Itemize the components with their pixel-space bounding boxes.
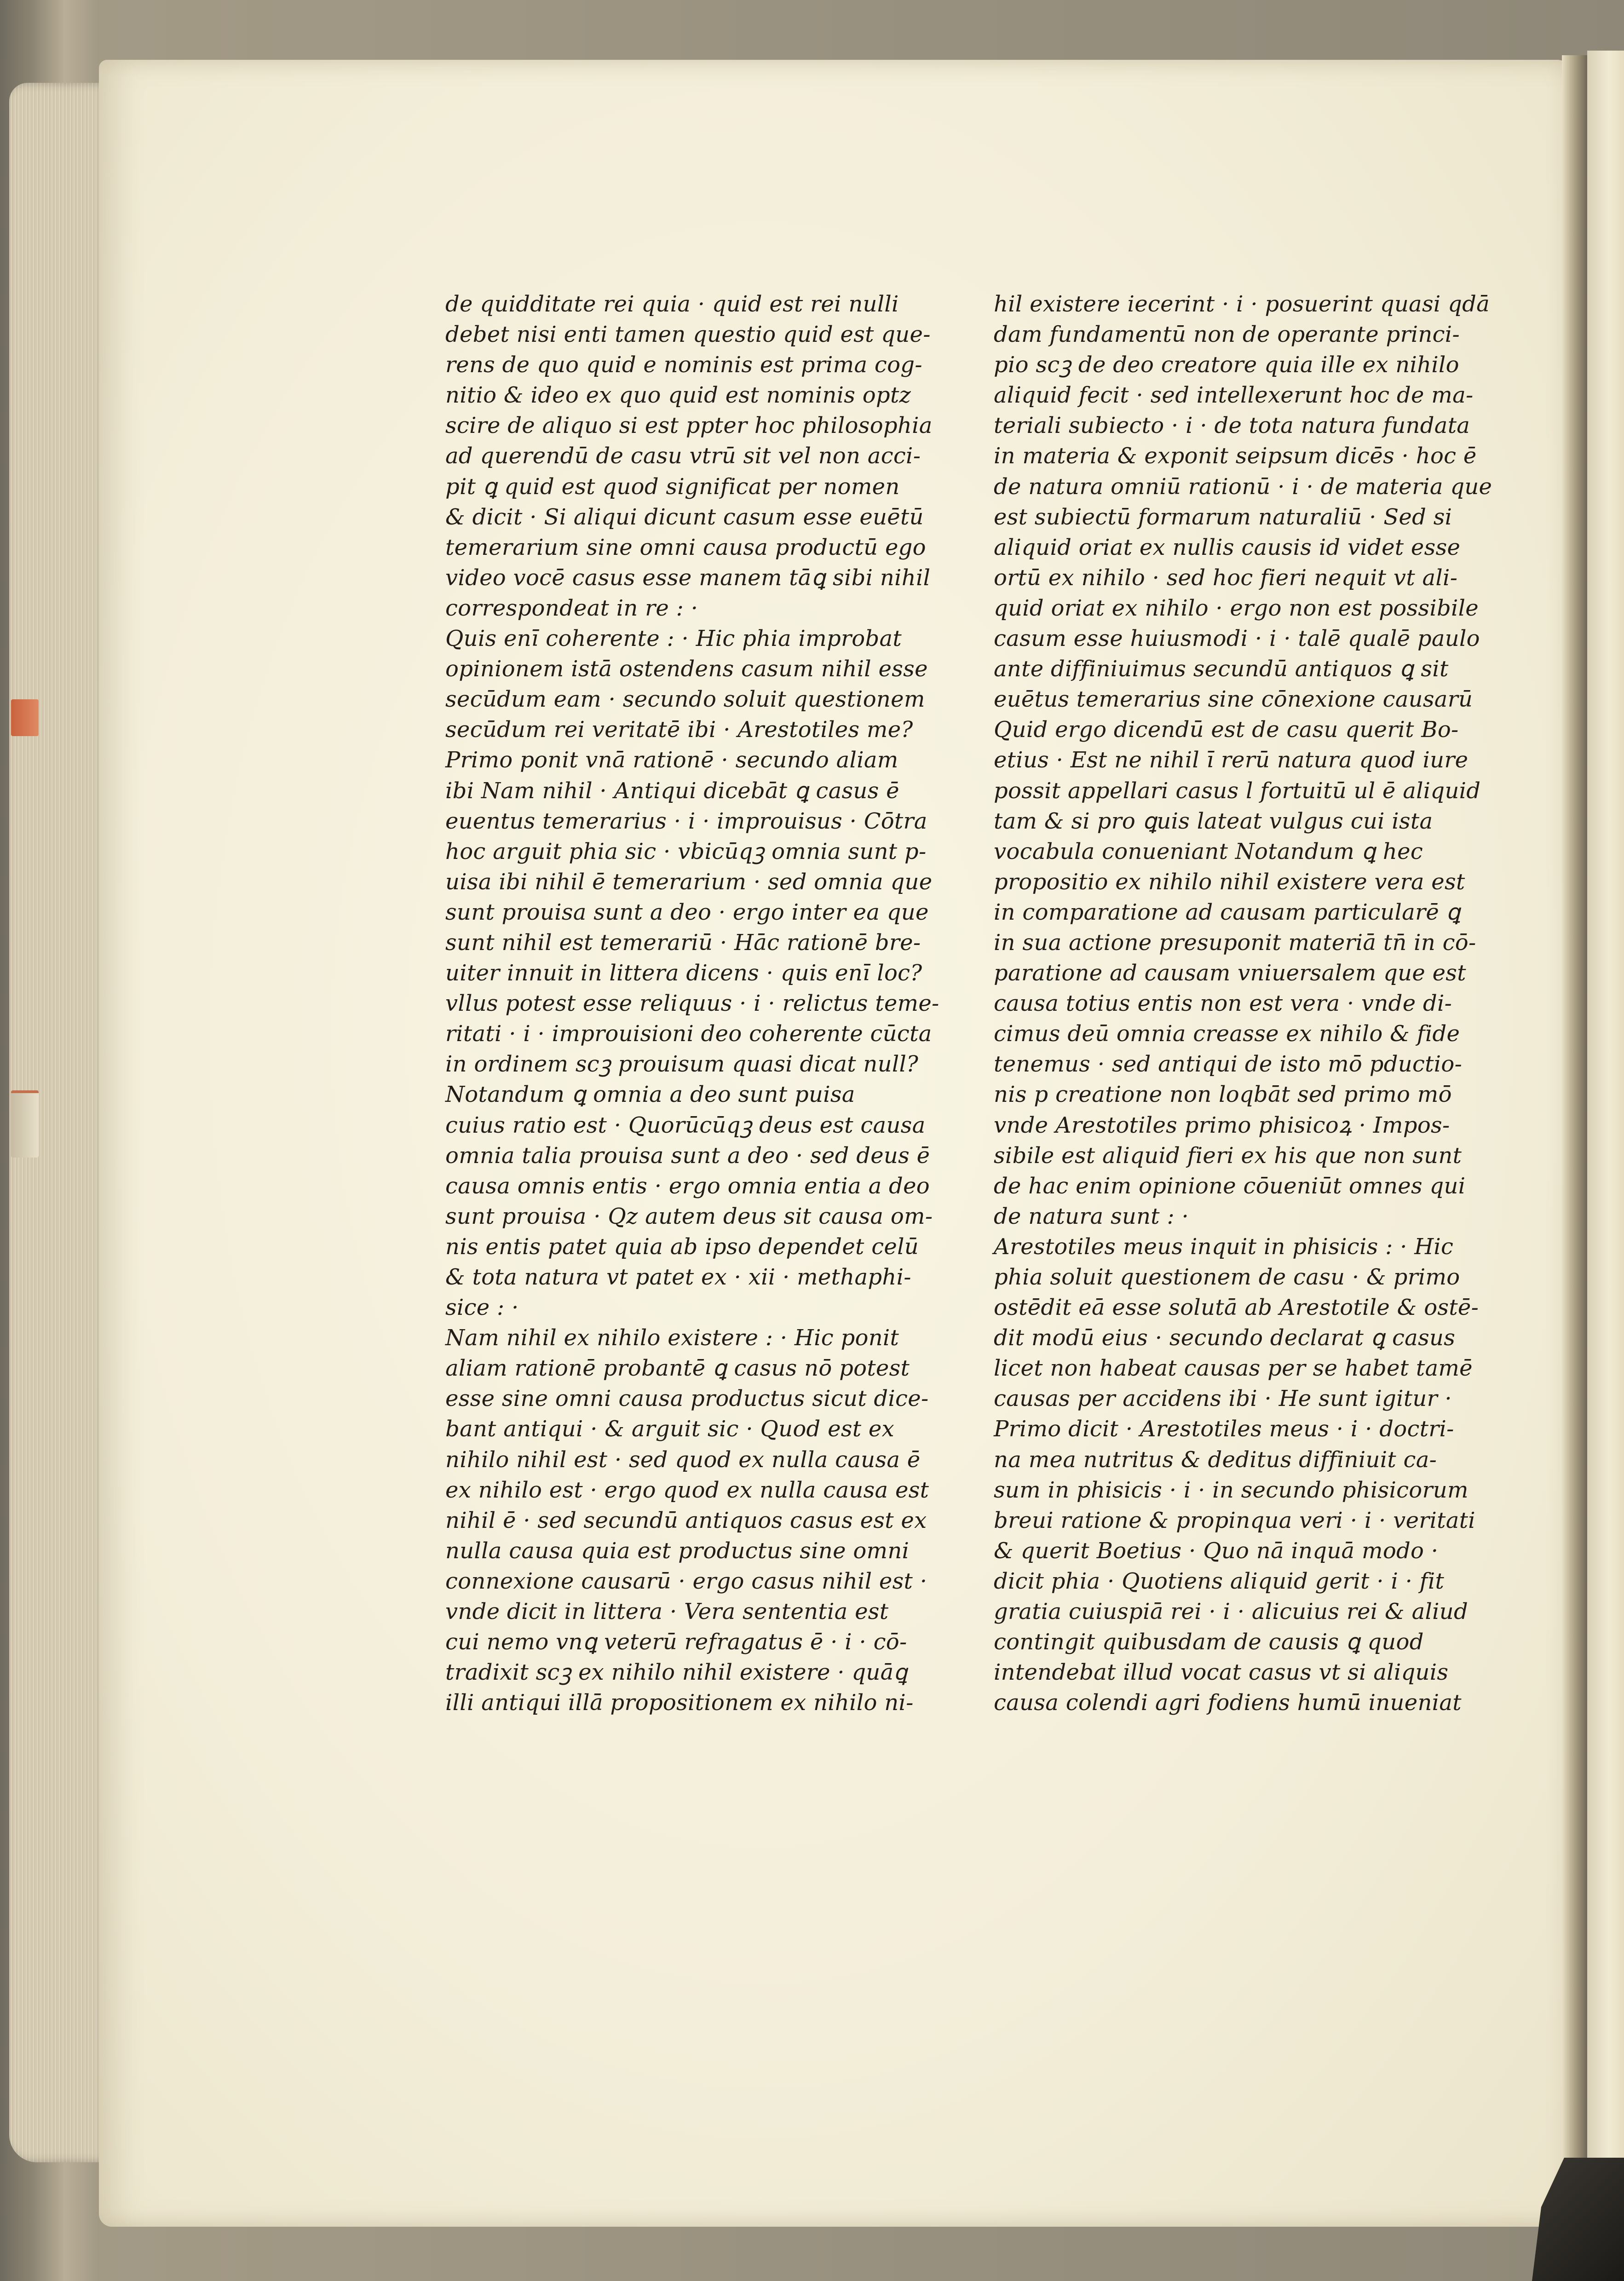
right-column-line: tenemus · sed antiqui de isto mō pductio-: [994, 1051, 1463, 1077]
left-column-line: ex nihilo est · ergo quod ex nulla causa est: [445, 1477, 929, 1503]
right-column-line: est subiectū formarum naturaliū · Sed si: [994, 504, 1452, 530]
right-column-line: quid oriat ex nihilo · ergo non est possibile: [994, 595, 1479, 621]
right-column-line: aliquid fecit · sed intellexerunt hoc de ma-: [994, 382, 1474, 409]
left-column-line: correspondeat in re : ·: [445, 595, 698, 621]
left-column-line: video vocē casus esse manem tāꝗ sibi nihil: [445, 564, 931, 591]
left-column-line: bant antiqui · & arguit sic · Quod est ex: [445, 1416, 894, 1442]
right-column-line: ortū ex nihilo · sed hoc fieri nequit vt ali-: [994, 564, 1458, 591]
right-column-line: ostēdit eā esse solutā ab Arestotile & ostē-: [994, 1295, 1479, 1321]
right-column-line: gratia cuiuspiā rei · i · alicuius rei & aliud: [994, 1599, 1469, 1625]
right-column-line: causa colendi agri fodiens humū inueniat: [994, 1690, 1462, 1716]
right-column-line: sum in phisicis · i · in secundo phisicorum: [994, 1477, 1469, 1503]
right-column-line: cimus deū omnia creasse ex nihilo & fide: [994, 1021, 1460, 1047]
left-column-line: temerarium sine omni causa productū ego: [445, 534, 926, 560]
left-column-line: sice : ·: [445, 1295, 519, 1321]
left-column-line: uiter innuit in littera dicens · quis enī loc?: [445, 960, 922, 986]
right-column-line: vocabula conueniant Notandum ꝗ hec: [994, 838, 1423, 864]
left-column-line: vllus potest esse reliquus · i · relictus teme-: [445, 991, 939, 1017]
left-column-line: sunt prouisa sunt a deo · ergo inter ea que: [445, 899, 929, 925]
left-column-line: opinionem istā ostendens casum nihil esse: [445, 656, 928, 682]
left-column-line: nihilo nihil est · sed quod ex nulla causa ē: [445, 1446, 921, 1473]
right-column-line: dam fundamentū non de operante princi-: [994, 322, 1460, 348]
right-column-line: in comparatione ad causam particularē ꝗ: [994, 899, 1461, 925]
gutter-shadow: [1562, 55, 1587, 2227]
right-column-line: contingit quibusdam de causis ꝗ quod: [994, 1629, 1424, 1655]
left-column-line: debet nisi enti tamen questio quid est que-: [445, 322, 931, 348]
right-column-line: paratione ad causam vniuersalem que est: [994, 960, 1466, 986]
left-column-line: ad querendū de casu vtrū sit vel non acci-: [445, 443, 921, 469]
left-column-line: ritati · i · improuisioni deo coherente cūcta: [445, 1021, 932, 1047]
right-column-line: euētus temerarius sine cōnexione causarū: [994, 686, 1473, 713]
right-column-line: Arestotiles meus inquit in phisicis : · Hic: [994, 1233, 1454, 1260]
left-column-line: nulla causa quia est productus sine omni: [445, 1538, 910, 1564]
right-column-line: in sua actione presuponit materiā tn̄ in cō-: [994, 929, 1476, 956]
right-column-line: de natura omniū rationū · i · de materia que: [994, 473, 1492, 500]
left-column-line: cuius ratio est · Quorūcūqꝫ deus est causa: [445, 1112, 926, 1138]
right-column-line: tam & si pro ꝗuis lateat vulgus cui ista: [994, 808, 1433, 834]
pale-page-tab: [11, 1090, 39, 1158]
right-column-line: vnde Arestotiles primo phisicoꝝ · Impos-: [994, 1112, 1450, 1138]
red-page-tab: [11, 699, 39, 736]
left-column-line: Notandum ꝗ omnia a deo sunt puisa: [445, 1082, 855, 1108]
left-column-line: pit ꝗ quid est quod significat per nomen: [445, 473, 900, 500]
right-column-line: teriali subiecto · i · de tota natura fundata: [994, 413, 1470, 439]
right-column-line: sibile est aliquid fieri ex his que non sunt: [994, 1142, 1462, 1169]
right-column-line: in materia & exponit seipsum dicēs · hoc ē: [994, 443, 1477, 469]
left-column-line: in ordinem scꝫ prouisum quasi dicat null?: [445, 1051, 919, 1077]
right-column-line: de natura sunt : ·: [994, 1203, 1189, 1229]
right-column-line: propositio ex nihilo nihil existere vera est: [994, 869, 1465, 895]
left-column-line: de quidditate rei quia · quid est rei nulli: [445, 291, 899, 317]
left-column-line: aliam rationē probantē ꝗ casus nō potest: [445, 1355, 910, 1382]
right-column-line: aliquid oriat ex nullis causis id videt esse: [994, 534, 1461, 560]
left-text-column: [445, 289, 939, 1718]
right-column-line: causas per accidens ibi · He sunt igitur ·: [994, 1386, 1452, 1412]
left-column-line: hoc arguit phia sic · vbicūqꝫ omnia sunt p-: [445, 838, 927, 864]
right-column-line: ante diffiniuimus secundū antiquos ꝗ sit: [994, 656, 1449, 682]
left-column-line: sunt prouisa · Qz autem deus sit causa om-: [445, 1203, 933, 1229]
left-column-line: cui nemo vnꝗ veterū refragatus ē · i · cō-: [445, 1629, 907, 1655]
left-column-line: nis entis patet quia ab ipso dependet celū: [445, 1233, 919, 1260]
right-column-line: possit appellari casus l fortuitū ul ē aliquid: [994, 778, 1481, 804]
left-column-line: illi antiqui illā propositionem ex nihilo ni-: [445, 1690, 914, 1716]
left-column-line: uisa ibi nihil ē temerarium · sed omnia que: [445, 869, 933, 895]
left-column-line: secūdum eam · secundo soluit questionem: [445, 686, 925, 713]
left-column-line: & tota natura vt patet ex · xii · methaphi-: [445, 1264, 911, 1290]
left-column-line: secūdum rei veritatē ibi · Arestotiles me?: [445, 717, 913, 743]
left-column-line: sunt nihil est temerariū · Hāc rationē bre-: [445, 929, 921, 956]
right-column-line: dit modū eius · secundo declarat ꝗ casus: [994, 1325, 1456, 1351]
right-column-line: Quid ergo dicendū est de casu querit Bo-: [994, 717, 1459, 743]
left-column-line: vnde dicit in littera · Vera sententia est: [445, 1599, 889, 1625]
left-column-line: omnia talia prouisa sunt a deo · sed deus ē: [445, 1142, 930, 1169]
right-column-line: Primo dicit · Arestotiles meus · i · doctri-: [994, 1416, 1454, 1442]
left-column-line: Quis enī coherente : · Hic phia improbat: [445, 626, 902, 652]
left-column-line: nitio & ideo ex quo quid est nominis optz: [445, 382, 911, 409]
right-column-line: phia soluit questionem de casu · & primo: [994, 1264, 1460, 1290]
left-column-line: nihil ē · sed secundū antiquos casus est ex: [445, 1507, 927, 1533]
right-column-line: etius · Est ne nihil ī rerū natura quod iure: [994, 747, 1469, 773]
right-column-line: causa totius entis non est vera · vnde di-: [994, 991, 1452, 1017]
left-column-line: euentus temerarius · i · improuisus · Cōtra: [445, 808, 927, 834]
left-column-line: Primo ponit vnā rationē · secundo aliam: [445, 747, 898, 773]
right-column-line: hil existere iecerint · i · posuerint quasi qdā: [994, 291, 1490, 317]
left-column-line: scire de aliquo si est ppter hoc philosophia: [445, 413, 933, 439]
left-column-line: rens de quo quid e nominis est prima cog-: [445, 352, 922, 378]
left-column-line: & dicit · Si aliqui dicunt casum esse euētū: [445, 504, 924, 530]
right-column-line: dicit phia · Quotiens aliquid gerit · i · fit: [994, 1568, 1445, 1594]
facing-page-edge: [1587, 51, 1624, 2241]
right-column-line: casum esse huiusmodi · i · talē qualē paulo: [994, 626, 1480, 652]
left-column-line: esse sine omni causa productus sicut dice-: [445, 1386, 929, 1412]
left-column-line: tradixit scꝫ ex nihilo nihil existere · quāꝗ: [445, 1659, 908, 1686]
left-column-line: Nam nihil ex nihilo existere : · Hic ponit: [445, 1325, 899, 1351]
right-column-line: & querit Boetius · Quo nā inquā modo ·: [994, 1538, 1439, 1564]
right-column-line: pio scꝫ de deo creatore quia ille ex nihilo: [994, 352, 1459, 378]
right-column-line: de hac enim opinione cōueniūt omnes qui: [994, 1173, 1466, 1199]
right-column-line: nis p creatione non loqbāt sed primo mō: [994, 1082, 1452, 1108]
left-column-line: causa omnis entis · ergo omnia entia a deo: [445, 1173, 930, 1199]
right-column-line: licet non habeat causas per se habet tamē: [994, 1355, 1473, 1382]
left-column-line: ibi Nam nihil · Antiqui dicebāt ꝗ casus ē: [445, 778, 899, 804]
right-text-column: [994, 289, 1492, 1718]
left-column-line: connexione causarū · ergo casus nihil est ·: [445, 1568, 927, 1594]
right-column-line: na mea nutritus & deditus diffiniuit ca-: [994, 1446, 1437, 1473]
right-column-line: breui ratione & propinqua veri · i · veritati: [994, 1507, 1475, 1533]
right-column-line: intendebat illud vocat casus vt si aliquis: [994, 1659, 1449, 1686]
